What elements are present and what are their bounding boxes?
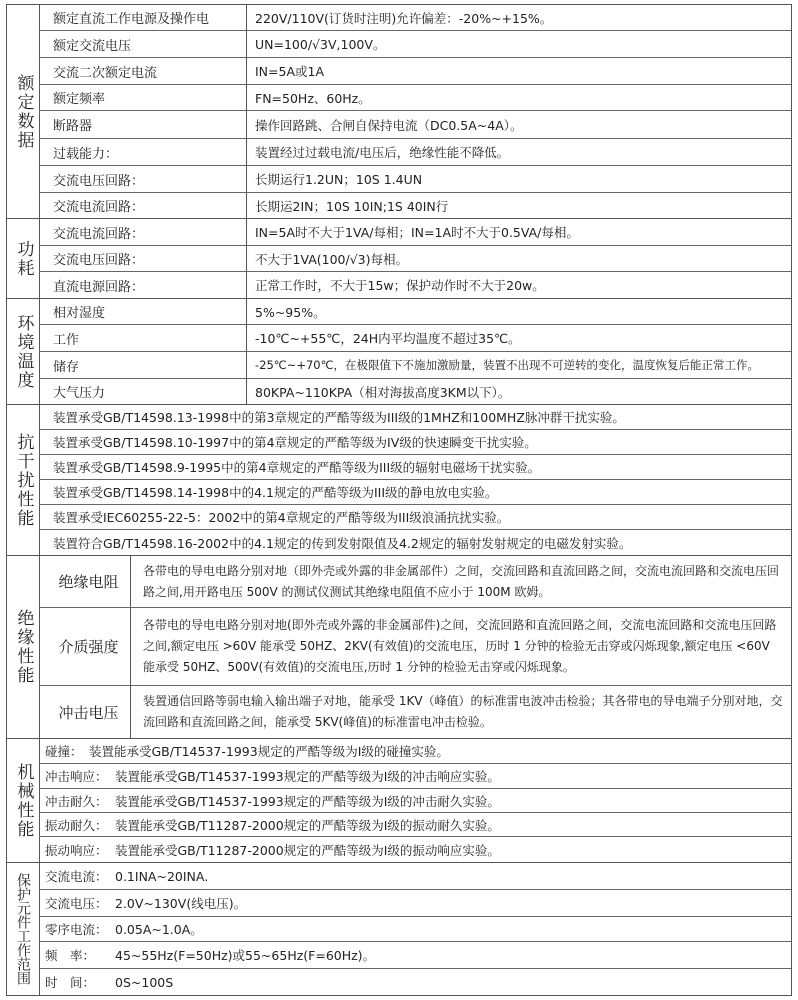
- row-label: 断路器: [39, 111, 247, 138]
- row-value: 220V/110V(订货时注明)允许偏差：-20%~+15%。: [255, 10, 553, 26]
- spec-row: [39, 430, 791, 455]
- row-label: 交流电流回路：: [39, 193, 247, 218]
- row-label: 频 率：: [45, 948, 96, 963]
- spec-row: [39, 325, 791, 352]
- row-value: 装置能承受GB/T14537-1993规定的严酷等级为I级的冲击耐久实验。: [115, 793, 500, 809]
- spec-row: [39, 917, 791, 942]
- section-emc: [6, 404, 792, 556]
- row-label: 交流电压回路：: [39, 246, 247, 271]
- section-rated-data: [6, 4, 792, 219]
- row-label: 额定频率: [39, 85, 247, 110]
- spec-row: [39, 379, 791, 404]
- row-value: 正常工作时，不大于15w；保护动作时不大于20w。: [255, 278, 545, 293]
- row-text: 装置承受GB/T14598.14-1998中的4.1规定的严酷等级为III级的静电放电实验。: [53, 485, 498, 500]
- section-title: 保护元件工作范围: [7, 863, 40, 995]
- spec-row: [39, 813, 791, 837]
- spec-row: [39, 193, 791, 218]
- row-value: 装置能承受GB/T14537-1993规定的严酷等级为I级的碰撞实验。: [89, 744, 449, 759]
- row-text: 装置承受IEC60255-22-5：2002中的第4章规定的严酷等级为III级浪涌抗扰实验。: [53, 510, 510, 525]
- row-value: 装置能承受GB/T11287-2000规定的严酷等级为I级的振动响应实验。: [115, 842, 500, 858]
- row-value: 操作回路跳、合闸自保持电流（DC0.5A~4A）。: [255, 117, 523, 133]
- row-text: 装置符合GB/T14598.16-2002中的4.1规定的传到发射限值及4.2规定的辐射发射规定的电磁发射实验。: [53, 535, 632, 551]
- row-value: UN=100/√3V,100V。: [255, 37, 386, 52]
- row-label: 过载能力：: [39, 139, 247, 165]
- spec-row: [39, 505, 791, 530]
- row-value: 5%~95%。: [255, 304, 326, 320]
- row-label: 冲击耐久：: [45, 793, 108, 809]
- row-value: 0.05A~1.0A。: [115, 922, 203, 937]
- row-value: FN=50Hz、60Hz。: [255, 90, 371, 106]
- row-value: 45~55Hz(F=50Hz)或55~65Hz(F=60Hz)。: [115, 948, 376, 963]
- spec-row: [39, 764, 791, 789]
- row-label: 绝缘电阻: [39, 556, 131, 607]
- spec-row: [39, 455, 791, 480]
- spec-table: [6, 4, 792, 996]
- spec-row: [39, 352, 791, 379]
- row-label: 工作: [39, 325, 247, 351]
- spec-row: [39, 139, 791, 166]
- section-title: 环境温度: [7, 299, 40, 404]
- row-value: 各带电的导电电路分别对地（即外壳或外露的非金属部件）之间，交流回路和直流回路之间，交流电流回路和交流电压回路之间,用开路电压 500V 的测试仪测试其绝缘电阻值不应小于 100M 欧姆。: [143, 563, 780, 599]
- spec-row: [39, 31, 791, 58]
- row-label: 交流电压：: [45, 896, 108, 911]
- row-label: 振动响应：: [45, 842, 108, 858]
- section-title: 抗干扰性能: [7, 405, 40, 555]
- row-label: 直流电源回路：: [39, 272, 247, 298]
- spec-row: [39, 739, 791, 764]
- row-label: 大气压力: [39, 379, 247, 404]
- row-value: 0.1INA~20INA.: [115, 868, 209, 884]
- spec-row: [39, 219, 791, 246]
- row-value: 2.0V~130V(线电压)。: [115, 896, 247, 911]
- row-label: 交流电压回路：: [39, 166, 247, 192]
- spec-row: [39, 863, 791, 890]
- row-label: 储存: [39, 352, 247, 378]
- row-label: 交流二次额定电流: [39, 58, 247, 84]
- spec-row: [39, 686, 791, 738]
- row-label: 交流电流回路：: [39, 219, 247, 245]
- row-value: IN=5A时不大于1VA/每相；IN=1A时不大于0.5VA/每相。: [255, 225, 579, 240]
- spec-row: [39, 608, 791, 686]
- section-protection-range: [6, 862, 792, 996]
- section-environment: [6, 298, 792, 405]
- row-label: 碰撞：: [45, 744, 83, 759]
- spec-row: [39, 530, 791, 555]
- row-value: 装置经过过载电流/电压后，绝缘性能不降低。: [255, 145, 510, 160]
- spec-row: [39, 166, 791, 193]
- row-text: 装置承受GB/T14598.13-1998中的第3章规定的严酷等级为III级的1MHZ和100MHZ脉冲群干扰实验。: [53, 410, 625, 425]
- spec-row: [39, 111, 791, 139]
- section-title: 额定数据: [7, 5, 40, 218]
- spec-row: [39, 890, 791, 917]
- row-label: 时 间：: [45, 975, 96, 990]
- row-label: 相对湿度: [39, 299, 247, 324]
- row-label: 振动耐久：: [45, 817, 108, 833]
- row-label: 零序电流：: [45, 922, 108, 937]
- spec-row: [39, 85, 791, 111]
- spec-row: [39, 246, 791, 272]
- spec-row: [39, 837, 791, 862]
- row-label: 冲击电压: [39, 686, 131, 738]
- spec-row: [39, 480, 791, 505]
- row-label: 交流电流：: [45, 869, 108, 884]
- spec-row: [39, 789, 791, 813]
- section-mechanical: [6, 738, 792, 863]
- row-value: -25℃~+70℃，在极限值下不施加激励量，装置不出现不可逆转的变化，温度恢复后能正常工作。: [255, 358, 760, 372]
- spec-row: [39, 405, 791, 430]
- section-title: 机械性能: [7, 739, 40, 862]
- row-value: 装置通信回路等弱电输入输出端子对地，能承受 1KV（峰值）的标准雷电波冲击检验；其各带电的导电端子分别对地，交流回路和直流回路之间，能承受 5KV(峰值)的标准雷电冲击检验。: [143, 694, 783, 729]
- row-value: 不大于1VA(100/√3)每相。: [255, 251, 408, 267]
- row-value: 0S~100S: [115, 974, 174, 990]
- section-power-consumption: [6, 218, 792, 299]
- row-value: 装置能承受GB/T11287-2000规定的严酷等级为I级的振动耐久实验。: [115, 817, 500, 833]
- row-value: -10℃~+55℃，24H内平均温度不超过35℃。: [255, 331, 521, 346]
- row-label: 介质强度: [39, 608, 131, 685]
- section-title: 功耗: [7, 219, 40, 298]
- row-text: 装置承受GB/T14598.9-1995中的第4章规定的严酷等级为III级的辐射电磁场干扰实验。: [53, 460, 541, 475]
- section-title: 绝缘性能: [7, 556, 40, 738]
- spec-row: [39, 58, 791, 85]
- spec-row: [39, 969, 791, 995]
- spec-row: [39, 942, 791, 969]
- row-value: 装置能承受GB/T14537-1993规定的严酷等级为I级的冲击响应实验。: [115, 769, 500, 784]
- row-value: 长期运行1.2UN；10S 1.4UN: [255, 172, 423, 187]
- spec-row: [39, 556, 791, 608]
- row-value: 各带电的导电电路分别对地(即外壳或外露的非金属部件)之间，交流回路和直流回路之间，交流电流回路和交流电压回路之间,额定电压 >60V 能承受 50HZ、2KV(有效值)的交流电压，历时 1 分钟的检验无击穿或闪烁现象,额定电压 <60V 能承受 50HZ、500V(有效值)的交流电压,历时 1 分钟的检验无击穿或闪烁现象。: [143, 618, 777, 674]
- section-insulation: [6, 555, 792, 739]
- spec-row: [39, 5, 791, 31]
- row-value: IN=5A或1A: [255, 64, 325, 79]
- row-text: 装置承受GB/T14598.10-1997中的第4章规定的严酷等级为IV级的快速瞬变干扰实验。: [53, 435, 537, 450]
- spec-row: [39, 299, 791, 325]
- row-value: 80KPA~110KPA（相对海拔高度3KM以下）。: [255, 384, 511, 400]
- spec-row: [39, 272, 791, 298]
- row-label: 额定交流电压: [39, 31, 247, 57]
- row-label: 额定直流工作电源及操作电: [39, 5, 247, 30]
- row-label: 冲击响应：: [45, 769, 108, 784]
- row-value: 长期运2IN；10S 10IN;1S 40IN行: [255, 198, 449, 214]
